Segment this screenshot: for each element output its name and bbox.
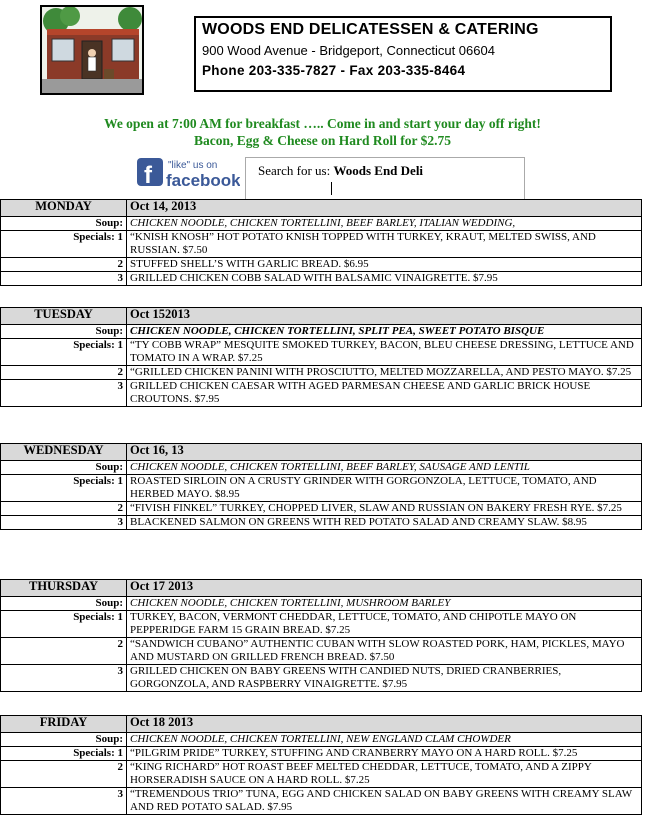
day-name: MONDAY	[1, 200, 127, 217]
soup-list: CHICKEN NOODLE, CHICKEN TORTELLINI, BEEF BARLEY, SAUSAGE AND LENTIL	[127, 461, 642, 475]
special-label-1: Specials: 1	[1, 747, 127, 761]
special-label-3: 3	[1, 380, 127, 407]
soup-label: Soup:	[1, 217, 127, 231]
special-3: GRILLED CHICKEN ON BABY GREENS WITH CANDIED NUTS, DRIED CRANBERRIES, GORGONZOLA, AND RASPBERRY VINAIGRETTE. $7.95	[127, 665, 642, 692]
soup-list: CHICKEN NOODLE, CHICKEN TORTELLINI, NEW ENGLAND CLAM CHOWDER	[127, 733, 642, 747]
special-label-2: 2	[1, 502, 127, 516]
special-label-1: Specials: 1	[1, 611, 127, 638]
soup-list: CHICKEN NOODLE, CHICKEN TORTELLINI, MUSHROOM BARLEY	[127, 597, 642, 611]
special-label-2: 2	[1, 366, 127, 380]
day-table-tuesday	[0, 307, 642, 407]
search-panel	[245, 157, 525, 199]
special-2: “GRILLED CHICKEN PANINI WITH PROSCIUTTO, MELTED MOZZARELLA, AND PESTO MAYO. $7.25	[127, 366, 642, 380]
special-3: “TREMENDOUS TRIO” TUNA, EGG AND CHICKEN SALAD ON BABY GREENS WITH CREAMY SLAW AND RED POTATO SALAD. $7.95	[127, 788, 642, 815]
special-label-2: 2	[1, 761, 127, 788]
soup-label: Soup:	[1, 733, 127, 747]
special-label-1: Specials: 1	[1, 475, 127, 502]
special-1: “KNISH KNOSH” HOT POTATO KNISH TOPPED WITH TURKEY, KRAUT, MELTED SWISS, AND RUSSIAN. $7.50	[127, 231, 642, 258]
special-label-2: 2	[1, 258, 127, 272]
special-2: STUFFED SHELL’S WITH GARLIC BREAD. $6.95	[127, 258, 642, 272]
day-name: FRIDAY	[1, 716, 127, 733]
soup-label: Soup:	[1, 325, 127, 339]
business-address: 900 Wood Avenue - Bridgeport, Connecticut 06604	[202, 43, 495, 58]
special-label-3: 3	[1, 788, 127, 815]
day-date: Oct 152013	[127, 308, 642, 325]
special-1: “PILGRIM PRIDE” TURKEY, STUFFING AND CRANBERRY MAYO ON A HARD ROLL. $7.25	[127, 747, 642, 761]
soup-list: CHICKEN NOODLE, CHICKEN TORTELLINI, SPLIT PEA, SWEET POTATO BISQUE	[127, 325, 642, 339]
day-date: Oct 17 2013	[127, 580, 642, 597]
day-name: TUESDAY	[1, 308, 127, 325]
soup-label: Soup:	[1, 597, 127, 611]
special-label-1: Specials: 1	[1, 339, 127, 366]
business-phone: Phone 203-335-7827 - Fax 203-335-8464	[202, 63, 466, 78]
storefront-illustration	[42, 7, 142, 93]
text-cursor	[331, 182, 332, 195]
day-table-wednesday	[0, 443, 642, 530]
special-2: “KING RICHARD” HOT ROAST BEEF MELTED CHEDDAR, LETTUCE, TOMATO, AND A ZIPPY HORSERADISH SAUCE ON A HARD ROLL. $7.25	[127, 761, 642, 788]
special-1: TURKEY, BACON, VERMONT CHEDDAR, LETTUCE, TOMATO, AND CHIPOTLE MAYO ON PEPPERIDGE FARM 15 GRAIN BREAD. $7.25	[127, 611, 642, 638]
day-table-friday	[0, 715, 642, 815]
facebook-like-badge[interactable]	[136, 156, 240, 190]
special-3: BLACKENED SALMON ON GREENS WITH RED POTATO SALAD AND CREAMY SLAW. $8.95	[127, 516, 642, 530]
special-label-3: 3	[1, 272, 127, 286]
day-name: THURSDAY	[1, 580, 127, 597]
special-2: “SANDWICH CUBANO” AUTHENTIC CUBAN WITH SLOW ROASTED PORK, HAM, PICKLES, MAYO AND MUSTARD ON GRILLED FRENCH BREAD. $7.50	[127, 638, 642, 665]
store-logo	[40, 5, 144, 95]
business-name: WOODS END DELICATESSEN & CATERING	[202, 21, 539, 38]
day-table-monday	[0, 199, 642, 286]
search-name: Woods End Deli	[333, 163, 424, 178]
day-table-thursday	[0, 579, 642, 692]
promo-line-1: We open at 7:00 AM for breakfast ….. Come in and start your day off right!	[104, 116, 541, 131]
special-label-3: 3	[1, 516, 127, 530]
svg-text:f: f	[144, 162, 152, 189]
day-date: Oct 18 2013	[127, 716, 642, 733]
facebook-small-text: "like" us on	[168, 160, 218, 171]
special-label-2: 2	[1, 638, 127, 665]
special-3: GRILLED CHICKEN COBB SALAD WITH BALSAMIC VINAIGRETTE. $7.95	[127, 272, 642, 286]
special-label-1: Specials: 1	[1, 231, 127, 258]
soup-label: Soup:	[1, 461, 127, 475]
day-name: WEDNESDAY	[1, 444, 127, 461]
special-2: “FIVISH FINKEL” TURKEY, CHOPPED LIVER, SLAW AND RUSSIAN ON BAKERY FRESH RYE. $7.25	[127, 502, 642, 516]
promo-line-2: Bacon, Egg & Cheese on Hard Roll for $2.75	[194, 133, 451, 148]
special-1: “TY COBB WRAP” MESQUITE SMOKED TURKEY, BACON, BLEU CHEESE DRESSING, LETTUCE AND TOMATO IN A WRAP. $7.25	[127, 339, 642, 366]
special-3: GRILLED CHICKEN CAESAR WITH AGED PARMESAN CHEESE AND GARLIC BRICK HOUSE CROUTONS. $7.95	[127, 380, 642, 407]
special-1: ROASTED SIRLOIN ON A CRUSTY GRINDER WITH GORGONZOLA, LETTUCE, TOMATO, AND HERBED MAYO. $8.95	[127, 475, 642, 502]
day-date: Oct 14, 2013	[127, 200, 642, 217]
day-date: Oct 16, 13	[127, 444, 642, 461]
special-label-3: 3	[1, 665, 127, 692]
search-prefix: Search for us:	[258, 163, 331, 178]
soup-list: CHICKEN NOODLE, CHICKEN TORTELLINI, BEEF BARLEY, ITALIAN WEDDING,	[127, 217, 642, 231]
business-header	[194, 16, 612, 92]
facebook-big-text: facebook	[166, 171, 240, 190]
